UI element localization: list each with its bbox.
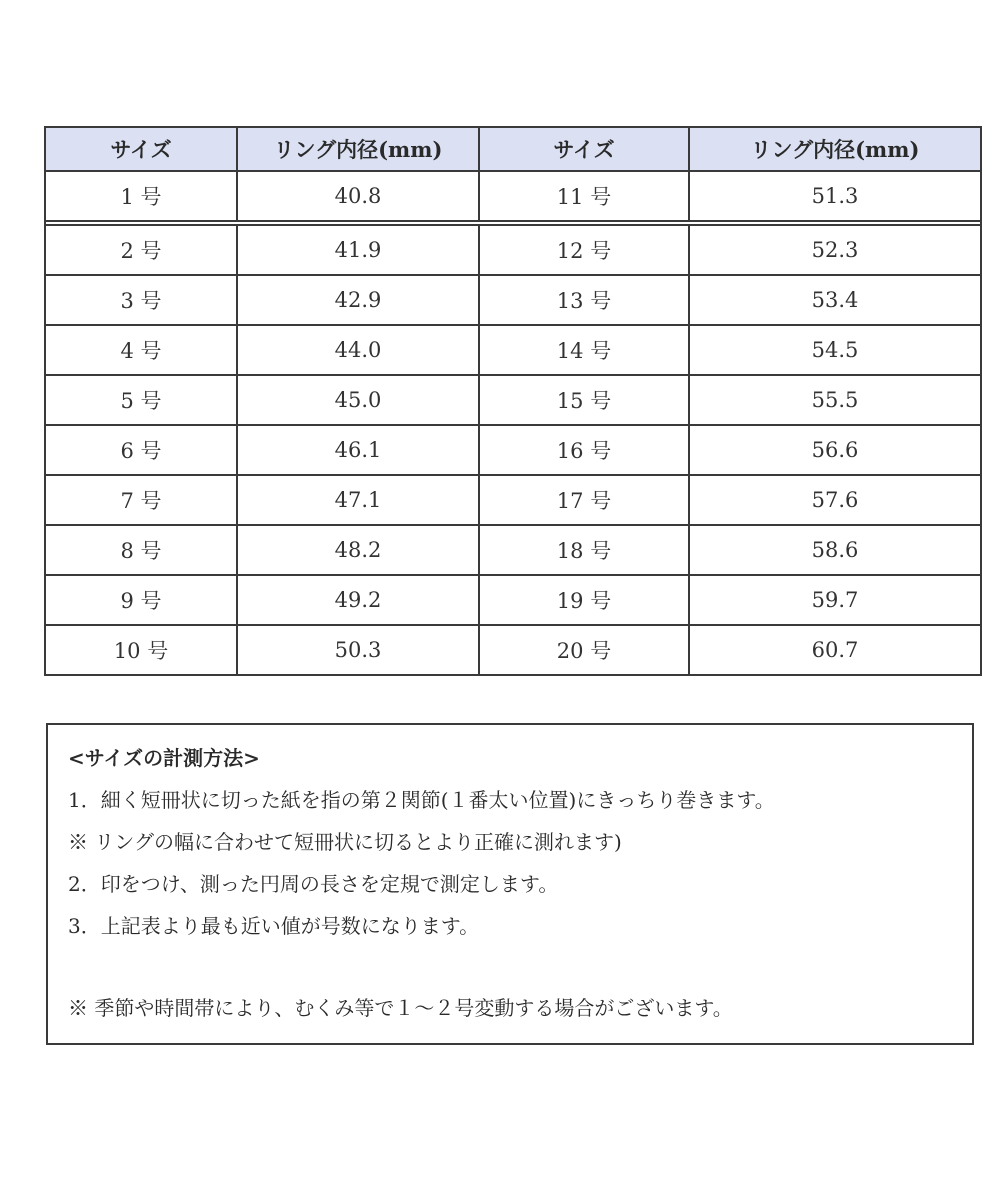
- diameter-cell: 50.3: [237, 625, 479, 675]
- size-cell: 9 号: [45, 575, 237, 625]
- diameter-cell: 48.2: [237, 525, 479, 575]
- method-note-1: ※ リングの幅に合わせて短冊状に切るとより正確に測れます): [68, 830, 622, 854]
- size-cell: 10 号: [45, 625, 237, 675]
- diameter-cell: 52.3: [689, 225, 981, 275]
- method-step-1: 1．細く短冊状に切った紙を指の第２関節(１番太い位置)にきっちり巻きます。: [68, 788, 775, 812]
- diameter-cell: 44.0: [237, 325, 479, 375]
- size-cell: 8 号: [45, 525, 237, 575]
- diameter-cell: 56.6: [689, 425, 981, 475]
- size-cell: 4 号: [45, 325, 237, 375]
- spacer: [68, 947, 972, 987]
- size-cell: 1 号: [45, 171, 237, 221]
- diameter-cell: 41.9: [237, 225, 479, 275]
- size-cell: 2 号: [45, 225, 237, 275]
- size-cell: 13 号: [479, 275, 689, 325]
- ring-size-table: [44, 126, 982, 676]
- size-cell: 20 号: [479, 625, 689, 675]
- size-cell: 12 号: [479, 225, 689, 275]
- diameter-cell: 59.7: [689, 575, 981, 625]
- diameter-cell: 53.4: [689, 275, 981, 325]
- table-row: [45, 625, 981, 675]
- diameter-cell: 55.5: [689, 375, 981, 425]
- diameter-cell: 40.8: [237, 171, 479, 221]
- diameter-cell: 46.1: [237, 425, 479, 475]
- diameter-cell: 47.1: [237, 475, 479, 525]
- method-step-3: 3．上記表より最も近い値が号数になります。: [68, 914, 480, 938]
- header-size-right: サイズ: [479, 127, 689, 171]
- size-cell: 5 号: [45, 375, 237, 425]
- size-cell: 16 号: [479, 425, 689, 475]
- size-cell: 11 号: [479, 171, 689, 221]
- size-cell: 15 号: [479, 375, 689, 425]
- table-row: [45, 225, 981, 275]
- diameter-cell: 45.0: [237, 375, 479, 425]
- table-row: [45, 575, 981, 625]
- size-cell: 17 号: [479, 475, 689, 525]
- diameter-cell: 51.3: [689, 171, 981, 221]
- method-note-2: ※ 季節や時間帯により、むくみ等で１～２号変動する場合がございます。: [68, 996, 733, 1020]
- size-cell: 7 号: [45, 475, 237, 525]
- size-cell: 3 号: [45, 275, 237, 325]
- diameter-cell: 49.2: [237, 575, 479, 625]
- diameter-cell: 42.9: [237, 275, 479, 325]
- header-diameter-right: リング内径(mm): [689, 127, 981, 171]
- diameter-cell: 60.7: [689, 625, 981, 675]
- header-diameter-left: リング内径(mm): [237, 127, 479, 171]
- diameter-cell: 57.6: [689, 475, 981, 525]
- table-row: [45, 525, 981, 575]
- measurement-method-box: [46, 723, 974, 1045]
- diameter-cell: 54.5: [689, 325, 981, 375]
- method-step-2: 2．印をつけ、測った円周の長さを定規で測定します。: [68, 872, 559, 896]
- method-title: <サイズの計測方法>: [68, 746, 260, 770]
- table-row: [45, 375, 981, 425]
- table-row: [45, 475, 981, 525]
- table-row: [45, 325, 981, 375]
- size-cell: 6 号: [45, 425, 237, 475]
- diameter-cell: 58.6: [689, 525, 981, 575]
- header-size-left: サイズ: [45, 127, 237, 171]
- table-row: [45, 425, 981, 475]
- size-cell: 14 号: [479, 325, 689, 375]
- table-row: [45, 275, 981, 325]
- size-cell: 18 号: [479, 525, 689, 575]
- size-cell: 19 号: [479, 575, 689, 625]
- table-row: [45, 171, 981, 221]
- table-header-row: [45, 127, 981, 171]
